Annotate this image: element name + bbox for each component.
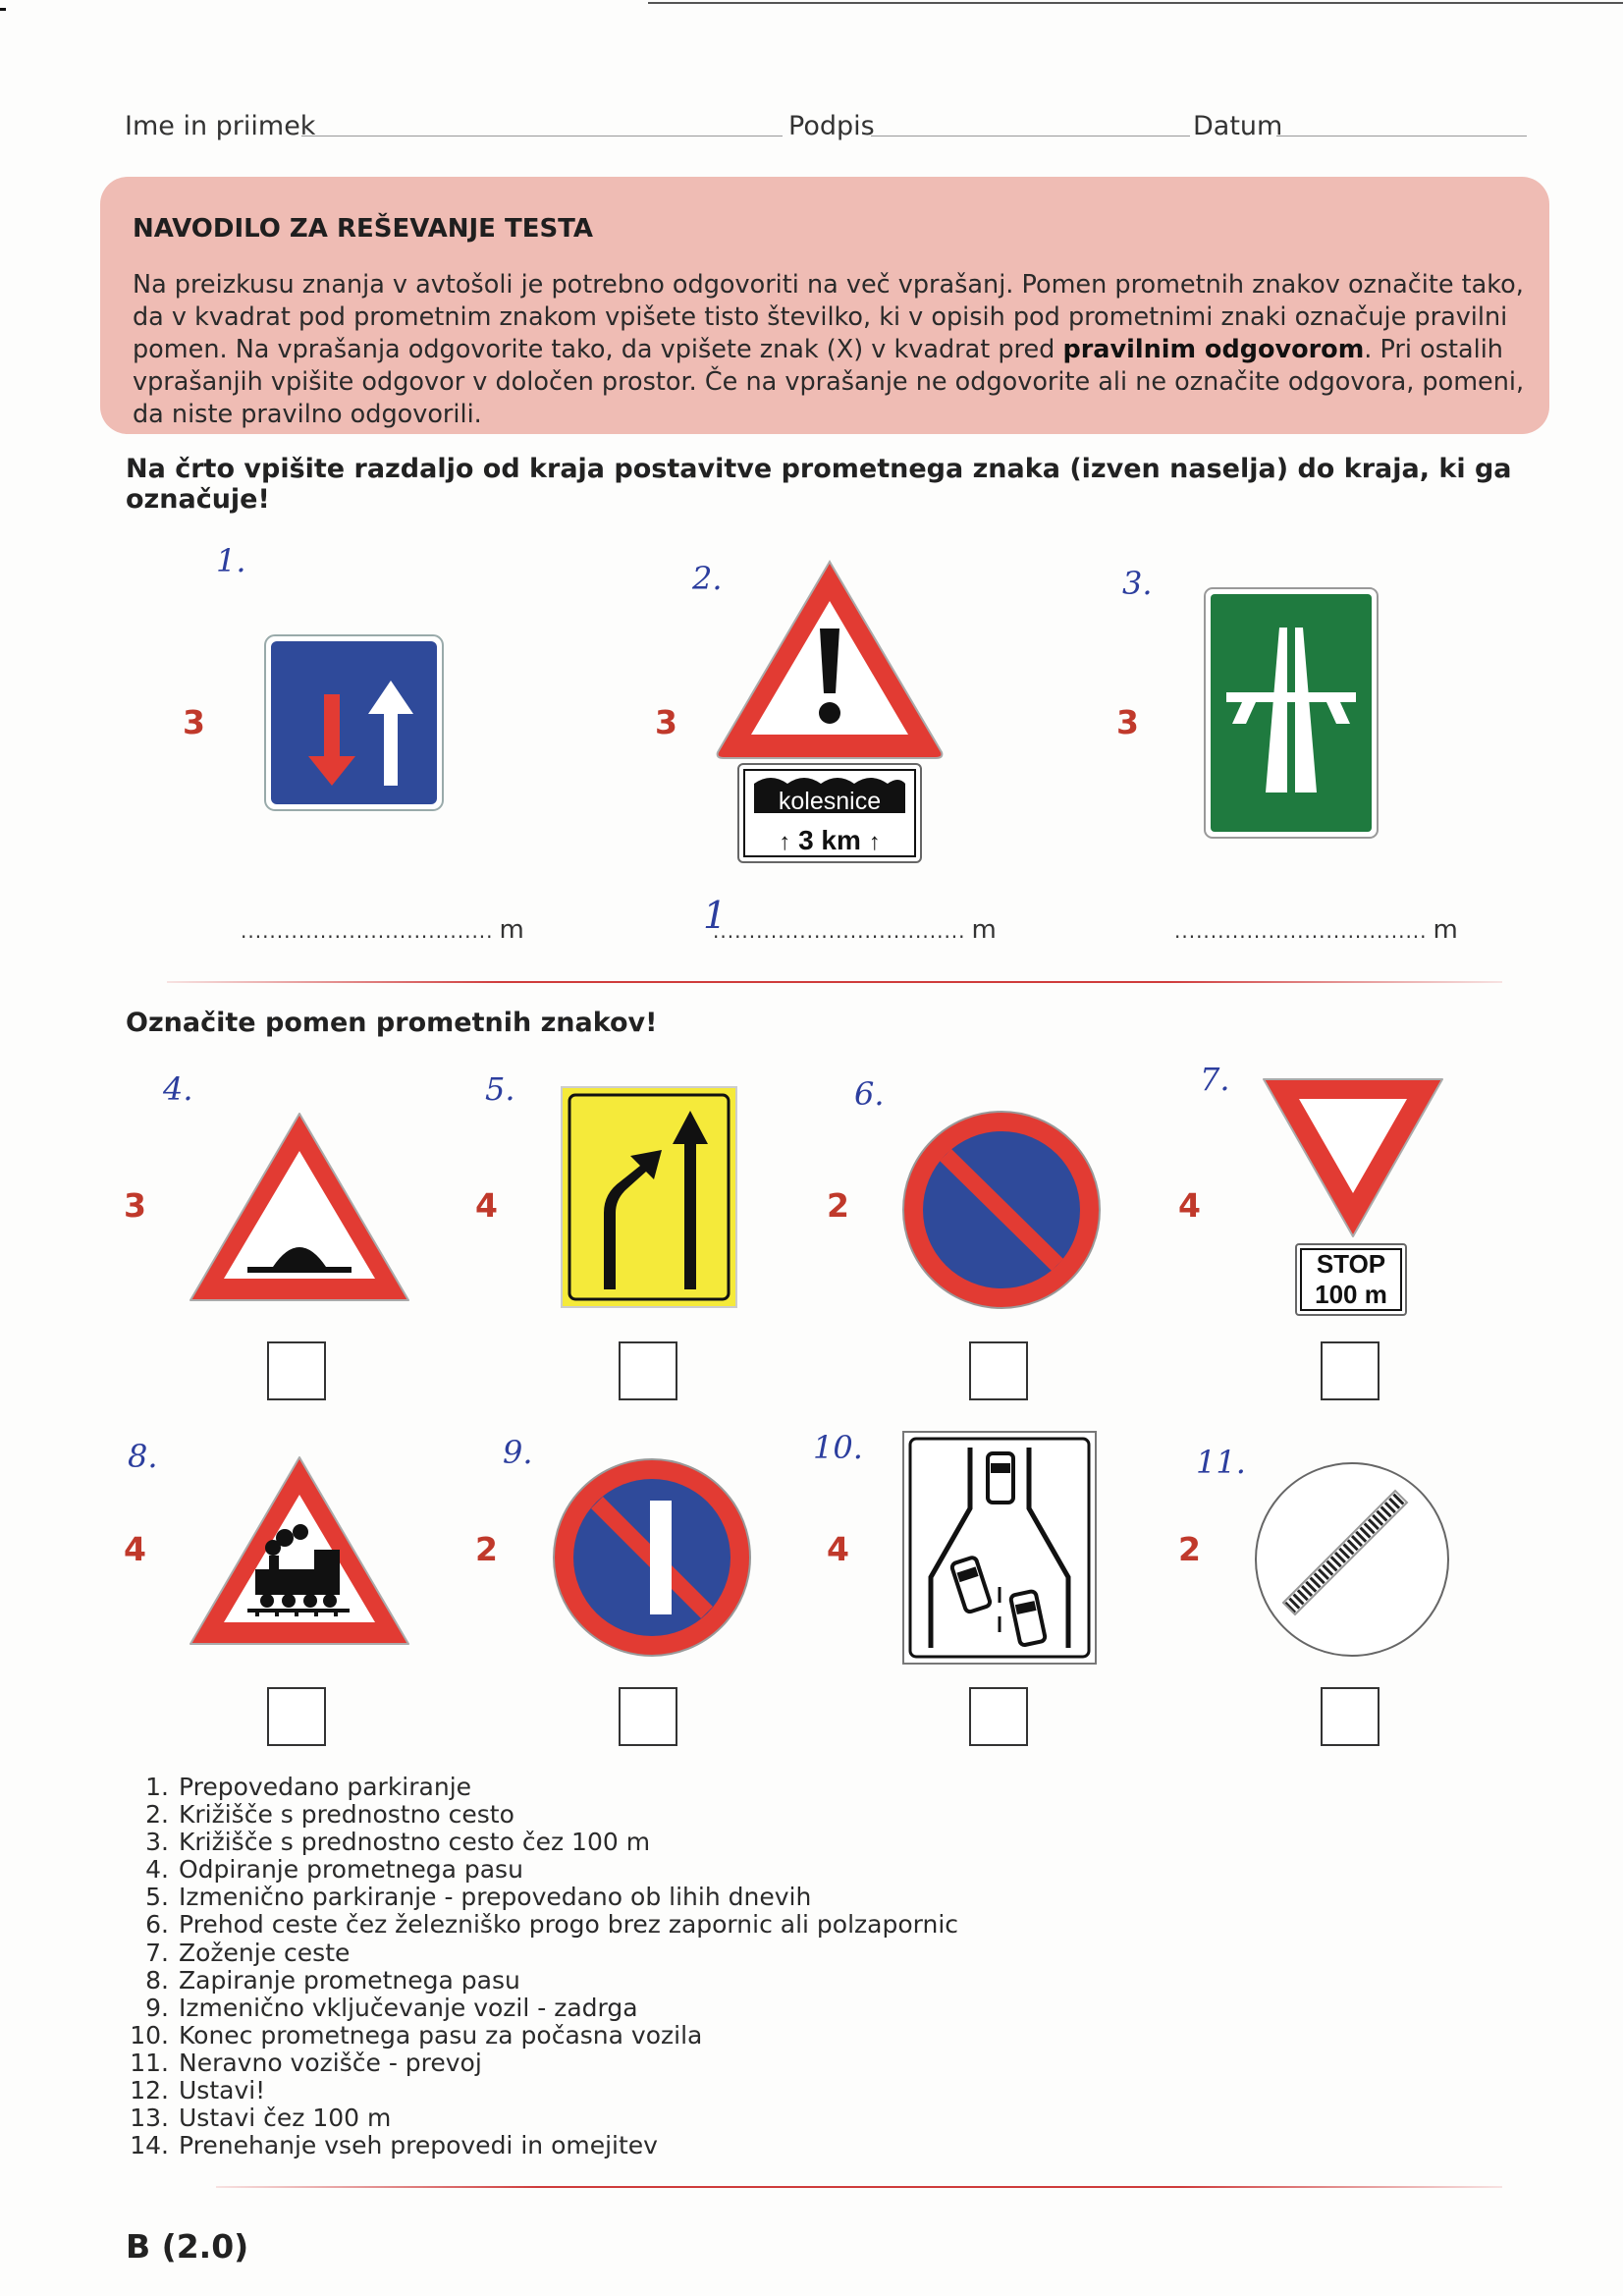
score-4: 3 <box>124 1186 146 1225</box>
list-item-number: 7. <box>145 1938 169 1967</box>
hand-number-8: 8. <box>128 1438 158 1475</box>
list-item-text: Izmenično parkiranje - prepovedano ob lihih dnevih <box>179 1883 812 1912</box>
unit-3: m <box>1433 915 1459 945</box>
list-item-text: Ustavi! <box>179 2076 266 2105</box>
instructions-title: NAVODILO ZA REŠEVANJE TESTA <box>133 214 594 244</box>
list-item <box>126 1774 958 1801</box>
list-item-number: 11. <box>130 2048 169 2077</box>
score-6: 2 <box>827 1186 849 1225</box>
scan-mark <box>0 8 6 11</box>
hand-number-6: 6. <box>854 1075 885 1113</box>
signature-field[interactable] <box>871 136 1190 137</box>
danger-exclamation-sign-icon <box>712 556 947 762</box>
up-arrow-icon: ↑ <box>779 829 791 855</box>
zipper-merge-sign-icon <box>901 1430 1098 1666</box>
list-item-number: 13. <box>130 2104 169 2133</box>
plate-distance-text: 3 km <box>798 825 861 855</box>
list-item <box>126 1967 958 1995</box>
page-code: B (2.0) <box>126 2227 249 2266</box>
instructions-part2: . Pri ostalih vprašanjih vpišite odgovor v določen prostor. Če na vprašanje ne odgovorite ali ne označite odgovora, pomeni, da niste pravilno odgovorili. <box>133 335 1525 429</box>
list-item <box>126 2022 958 2050</box>
list-item-number: 6. <box>145 1910 169 1940</box>
list-item <box>126 1911 958 1939</box>
list-item-number: 10. <box>130 2020 169 2050</box>
list-item <box>126 2105 958 2132</box>
list-item-text: Prehod ceste čez železniško progo brez zapornic ali polzapornic <box>179 1910 959 1940</box>
top-edge-line <box>648 2 1623 4</box>
dots-2: ................................... <box>713 919 966 943</box>
section2-question: Označite pomen prometnih znakov! <box>126 1008 658 1038</box>
unit-2: m <box>971 915 998 945</box>
score-10: 4 <box>827 1530 849 1568</box>
divider-1 <box>167 981 1502 983</box>
instructions-text <box>133 269 1527 431</box>
list-item-text: Zapiranje prometnega pasu <box>179 1965 520 1995</box>
score-9: 2 <box>475 1530 498 1568</box>
instructions-part1: Na preizkusu znanja v avtošoli je potrebno odgovoriti na več vprašanj. Pomen prometnih znakov označite tako, da v kvadrat pod prometnim znakom vpišete tisto številko, ki v opisih pod prometnimi znaki označuje pravilni pomen. Na vprašanja odgovorite tako, da vpišete znak (X) v kvadrat pred <box>133 270 1524 364</box>
lane-begins-sign-icon <box>560 1085 738 1309</box>
list-item-number: 2. <box>145 1800 169 1830</box>
divider-2 <box>216 2186 1502 2188</box>
list-item-text: Prenehanje vseh prepovedi in omejitev <box>179 2131 658 2160</box>
hand-number-2: 2. <box>692 560 723 597</box>
list-item <box>126 1801 958 1829</box>
section1-question: Na črto vpišite razdaljo od kraja postavitve prometnega znaka (izven naselja) do kraja, ki ga označuje! <box>126 454 1512 515</box>
list-item-number: 5. <box>145 1883 169 1912</box>
list-item <box>126 1829 958 1856</box>
distance-line-3[interactable] <box>1174 915 1459 945</box>
hand-number-3: 3. <box>1122 565 1153 602</box>
name-label: Ime in priimek <box>125 111 316 141</box>
answer-box-4[interactable] <box>267 1341 326 1400</box>
list-item-text: Izmenično vključevanje vozil - zadrga <box>179 1993 638 2022</box>
signature-label: Podpis <box>788 111 875 141</box>
list-item-text: Neravno vozišče - prevoj <box>179 2048 482 2077</box>
hand-number-7: 7. <box>1200 1061 1230 1098</box>
answer-box-7[interactable] <box>1321 1341 1380 1400</box>
name-field[interactable] <box>301 136 783 137</box>
hand-number-4: 4. <box>163 1070 193 1108</box>
list-item <box>126 1884 958 1911</box>
list-item-number: 3. <box>145 1828 169 1857</box>
list-item <box>126 2132 958 2159</box>
dots-3: ................................... <box>1174 919 1428 943</box>
list-item-number: 8. <box>145 1965 169 1995</box>
answer-box-5[interactable] <box>619 1341 677 1400</box>
date-label: Datum <box>1193 111 1283 141</box>
distance-line-2[interactable] <box>713 915 998 945</box>
answer-box-8[interactable] <box>267 1687 326 1746</box>
answer-box-6[interactable] <box>969 1341 1028 1400</box>
no-parking-sign-icon <box>900 1110 1103 1310</box>
answer-box-10[interactable] <box>969 1687 1028 1746</box>
answer-box-9[interactable] <box>619 1687 677 1746</box>
score-1: 3 <box>183 703 205 741</box>
list-item-text: Zoženje ceste <box>179 1938 351 1967</box>
hand-number-1: 1. <box>216 542 246 579</box>
list-item-number: 1. <box>145 1773 169 1801</box>
list-item-number: 12. <box>130 2076 169 2105</box>
list-item-text: Ustavi čez 100 m <box>179 2104 392 2133</box>
yield-sign-icon <box>1260 1075 1446 1240</box>
list-item <box>126 2077 958 2105</box>
handwritten-answer-2: 1 <box>703 894 728 937</box>
score-11: 2 <box>1178 1530 1201 1568</box>
hand-number-9: 9. <box>503 1434 533 1471</box>
meanings-list <box>126 1774 958 2159</box>
list-item <box>126 1856 958 1884</box>
hand-number-5: 5. <box>485 1070 515 1108</box>
score-3: 3 <box>1116 703 1139 741</box>
priority-oncoming-sign-icon <box>263 633 445 812</box>
hand-number-11: 11. <box>1196 1444 1246 1481</box>
list-item-text: Križišče s prednostno cesto <box>179 1800 514 1830</box>
stop-plate-line1: STOP <box>1316 1249 1386 1279</box>
end-of-restrictions-sign-icon <box>1254 1461 1450 1658</box>
list-item-text: Konec prometnega pasu za počasna vozila <box>179 2020 703 2050</box>
unit-1: m <box>499 915 525 945</box>
up-arrow-icon-2: ↑ <box>868 829 881 855</box>
alternate-parking-sign-icon <box>552 1457 752 1658</box>
list-item <box>126 1995 958 2022</box>
date-field[interactable] <box>1276 136 1527 137</box>
list-item-number: 9. <box>145 1993 169 2022</box>
instructions-bold: pravilnim odgovorom <box>1062 335 1365 364</box>
dots-1: ................................... <box>241 919 494 943</box>
score-8: 4 <box>124 1530 146 1568</box>
list-item-number: 14. <box>130 2131 169 2160</box>
list-item-text: Odpiranje prometnega pasu <box>179 1855 523 1885</box>
list-item-text: Prepovedano parkiranje <box>179 1773 472 1801</box>
uneven-road-sign-icon <box>187 1110 412 1306</box>
plate-text-kolesnice: kolesnice <box>778 788 882 815</box>
answer-box-11[interactable] <box>1321 1687 1380 1746</box>
distance-line-1[interactable] <box>241 915 525 945</box>
score-5: 4 <box>475 1186 498 1225</box>
score-7: 4 <box>1178 1186 1201 1225</box>
list-item-number: 4. <box>145 1855 169 1885</box>
motorway-sign-icon <box>1203 586 1380 840</box>
hand-number-10: 10. <box>813 1429 863 1466</box>
list-item <box>126 1940 958 1967</box>
score-2: 3 <box>655 703 677 741</box>
list-item-text: Križišče s prednostno cesto čez 100 m <box>179 1828 651 1857</box>
rail-crossing-sign-icon <box>187 1453 412 1650</box>
stop-plate-line2: 100 m <box>1315 1280 1387 1309</box>
plate-distance <box>758 825 901 856</box>
list-item <box>126 2050 958 2077</box>
